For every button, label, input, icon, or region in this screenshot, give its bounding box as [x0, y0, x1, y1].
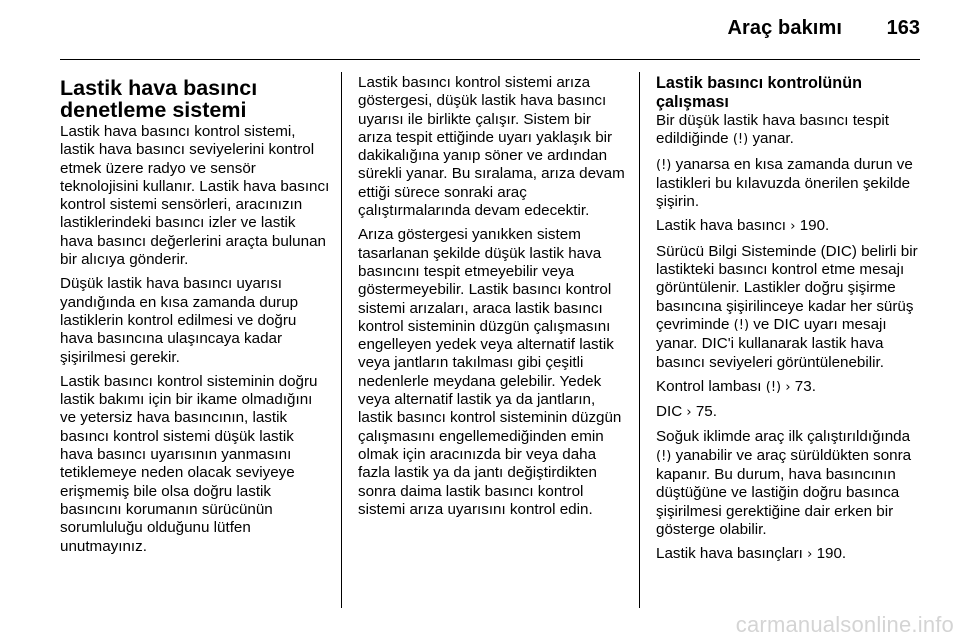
- paragraph: Lastik basıncı kontrol sisteminin doğru lastik bakımı için bir ikame olmadığını ve yetersiz hava basıncının, lastik basıncı kontrol sistemi düşük lastik hava basıncı uyarısının yanmasını tetiklemeye neden olacak seviyeye erişmemiş bile olsa doğru lastik basıncını korumanın sürücünün sorumluluğu olduğunu lütfen unutmayınız.: [60, 372, 318, 555]
- column-divider: [341, 72, 342, 608]
- page-reference-arrow-icon: ›: [686, 405, 692, 421]
- watermark: carmanualsonline.info: [735, 612, 954, 637]
- heading-tire-pressure-system: Lastik hava basıncı denetleme sistemi: [60, 76, 258, 122]
- page-header: [0, 0, 960, 60]
- tire-pressure-warning-icon: (!): [732, 132, 749, 148]
- tire-pressure-warning-icon: (!): [733, 317, 750, 333]
- page-reference-link[interactable]: 190.: [816, 545, 847, 563]
- column-2: [358, 74, 626, 525]
- paragraph: Soğuk iklimde araç ilk çalıştırıldığında (!) yanabilir ve araç sürüldükten sonra kapanır. Bu durum, hava basıncının düştüğüne ve lastiğin doğru basınca şişirilmesi gerektiğine dair erken bir gösterge olabilir.: [656, 428, 912, 538]
- paragraph: DIC › 75.: [656, 403, 717, 421]
- paragraph: Bir düşük lastik hava basıncı tespit edildiğinde (!) yanar.: [656, 112, 926, 150]
- paragraph: Arıza göstergesi yanıkken sistem tasarlanan şekilde düşük lastik hava basıncını tespit etmeyebilir veya göstermeyebilir. Lastik basıncı kontrol sistemi arızaları, araca lastik basıncı kontrol sisteminin düzgün çalışmasını engelleyen yedek veya alternatif lastik veya jantların takılması gibi çeşitli nedenlerle meydana gelebilir. Yedek veya alternatif lastik ya da jantların, lastik basıncı kontrol sisteminin düzgün çalışmasını engellemediğinden emin olmak için aracınızda bir veya daha fazla lastik ya da jantı değiştirdikten sonra daima lastik basıncı kontrol sistemi arıza uyarısını kontrol edin.: [358, 226, 622, 518]
- paragraph: Lastik basıncı kontrol sistemi arıza göstergesi, düşük lastik hava basıncı uyarısı ile birlikte çalışır. Sistem bir arıza tespit ettiğinde uyarı yaklaşık bir dakikalığına yanıp söner ve ardından sürekli yanar. Bu sıralama, arıza devam ettiği sürece sonraki araç çalıştırmalarında devam edecektir.: [358, 74, 625, 220]
- page-number: 163: [886, 17, 920, 39]
- paragraph: Lastik hava basıncı kontrol sistemi, lastik hava basıncı seviyelerini kontrol etmek üzere radyo ve sensör teknolojisini kullanır. Lastik hava basıncı kontrol sistemi sensörleri, aracınızın lastiklerindeki basıncı izler ve lastik hava basıncı değerlerini araçta bulunan bir alıcıya gönderir.: [60, 123, 330, 269]
- heading-tire-pressure-operation: Lastik basıncı kontrolünün çalışması: [656, 74, 862, 111]
- column-3: [656, 74, 926, 571]
- page-reference-arrow-icon: ›: [807, 547, 813, 563]
- paragraph: Lastik hava basınçları › 190.: [656, 545, 847, 563]
- paragraph: (!) yanarsa en kısa zamanda durun ve lastikleri bu kılavuzda önerilen şekilde şişirin.: [656, 155, 913, 211]
- section-title: Araç bakımı: [727, 17, 842, 39]
- header-rule: [60, 59, 920, 60]
- page-reference-arrow-icon: ›: [790, 219, 796, 235]
- page-reference-link[interactable]: 190.: [799, 217, 830, 235]
- tire-pressure-warning-icon: (!): [656, 157, 672, 173]
- page-reference-link[interactable]: 73.: [794, 377, 816, 395]
- page-reference-link[interactable]: 75.: [695, 403, 717, 421]
- paragraph: Düşük lastik hava basıncı uyarısı yandığında en kısa zamanda durup lastiklerin kontrol edilmesi ve doğru hava basıncına ulaşıncaya kadar şişirilmesi gerekir.: [60, 275, 299, 366]
- tire-pressure-warning-icon: (!): [765, 379, 782, 395]
- paragraph: Sürücü Bilgi Sisteminde (DIC) belirli bir lastikteki basıncı kontrol etme mesajı görüntülenir. Lastikler doğru şişirme basıncına şişirilinceye kadar her sürüş çevriminde (!) ve DIC uyarı mesajı yanar. DIC'i kullanarak lastik hava basıncı seviyeleri görüntülenebilir.: [656, 242, 918, 371]
- paragraph: Kontrol lambası (!) › 73.: [656, 378, 926, 397]
- page-reference-arrow-icon: ›: [785, 379, 791, 395]
- column-1: [60, 74, 330, 562]
- paragraph: Lastik hava basıncı › 190.: [656, 217, 830, 235]
- tire-pressure-warning-icon: (!): [656, 448, 672, 464]
- column-divider: [639, 72, 640, 608]
